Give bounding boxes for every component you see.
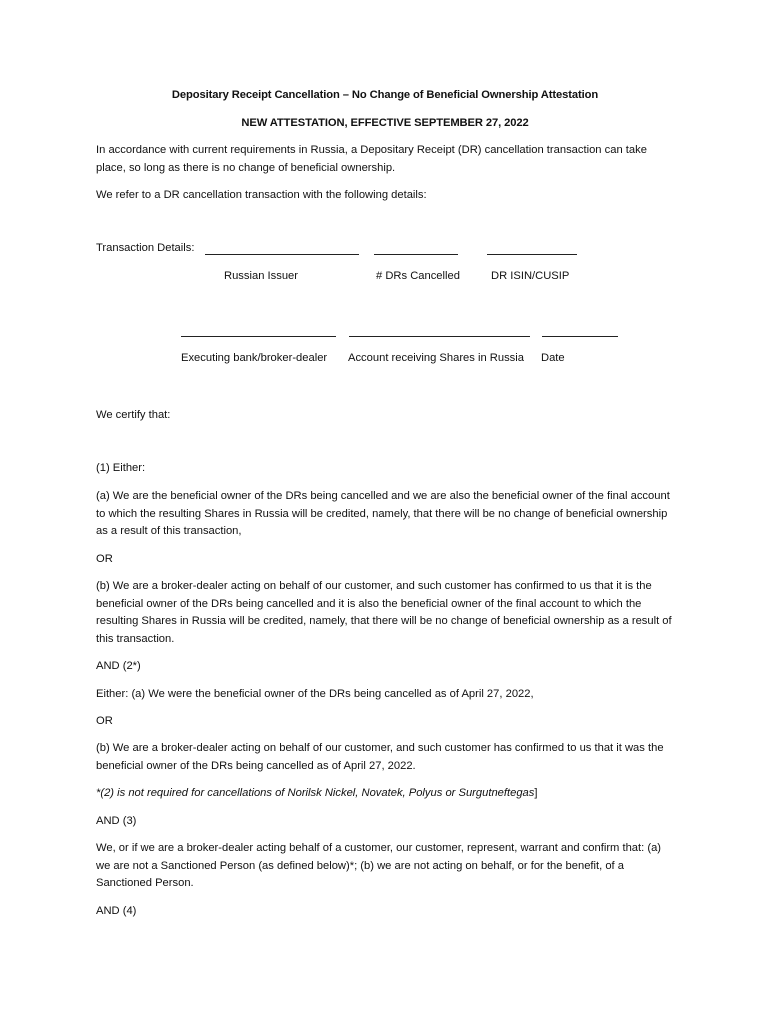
receiving-account-blank[interactable] [349,336,530,337]
or-2-line: OR [96,715,113,727]
and-4-line: AND (4) [96,905,137,917]
and-2-line: AND (2*) [96,660,141,672]
note-2-text: *(2) is not required for cancellations of Norilsk Nickel, Novatek, Polyus or Surgutneftegas [96,787,535,799]
russian-issuer-caption: Russian Issuer [224,270,298,282]
and-3-line: AND (3) [96,815,137,827]
note-2-bracket: ] [534,787,538,799]
or-1-line: OR [96,553,113,565]
paragraph-1b: (b) We are a broker-dealer acting on behalf of our customer, and such customer has confirmed to us that it is the beneficial owner of the DRs being cancelled and it is also the beneficial owner of the final account to which the resulting Shares in Russia will be credited, namely, that there will be no change of beneficial ownership as a result of this transaction. [96,580,672,645]
receiving-account-caption: Account receiving Shares in Russia [348,352,524,364]
dr-isin-cusip-blank[interactable] [487,254,577,255]
dr-isin-cusip-caption: DR ISIN/CUSIP [491,270,570,282]
refer-paragraph: We refer to a DR cancellation transaction with the following details: [96,189,427,201]
paragraph-1a: (a) We are the beneficial owner of the DRs being cancelled and we are also the beneficial owner of the final account to which the resulting Shares in Russia will be credited, namely, that there will be no change of beneficial ownership as a result of this transaction, [96,490,670,537]
note-2-line [96,785,676,803]
paragraph-3: We, or if we are a broker-dealer acting behalf of a customer, our customer, represent, warrant and confirm that: (a) we are not a Sanctioned Person (as defined below)*; (b) we are not acting on behalf, or for the benefit, of a Sanctioned Person. [96,842,662,889]
certify-line: We certify that: [96,409,171,421]
paragraph-2a: Either: (a) We were the beneficial owner of the DRs being cancelled as of April 27, 2022, [96,688,534,700]
document-title: Depositary Receipt Cancellation – No Change of Beneficial Ownership Attestation [171,89,599,101]
date-caption: Date [541,352,565,364]
executing-bank-blank[interactable] [181,336,336,337]
transaction-details-label: Transaction Details: [96,242,195,254]
russian-issuer-blank[interactable] [205,254,359,255]
paragraph-2b: (b) We are a broker-dealer acting on behalf of our customer, and such customer has confirmed to us that it was the beneficial owner of the DRs being cancelled as of April 27, 2022. [96,742,664,772]
drs-cancelled-blank[interactable] [374,254,458,255]
executing-bank-caption: Executing bank/broker-dealer [181,352,328,364]
date-blank[interactable] [542,336,618,337]
intro-paragraph: In accordance with current requirements in Russia, a Depositary Receipt (DR) cancellation transaction can take place, so long as there is no change of beneficial ownership. [96,144,647,174]
either-1-line: (1) Either: [96,462,146,474]
document-subtitle: NEW ATTESTATION, EFFECTIVE SEPTEMBER 27, 2022 [241,117,529,129]
drs-cancelled-caption: # DRs Cancelled [376,270,460,282]
